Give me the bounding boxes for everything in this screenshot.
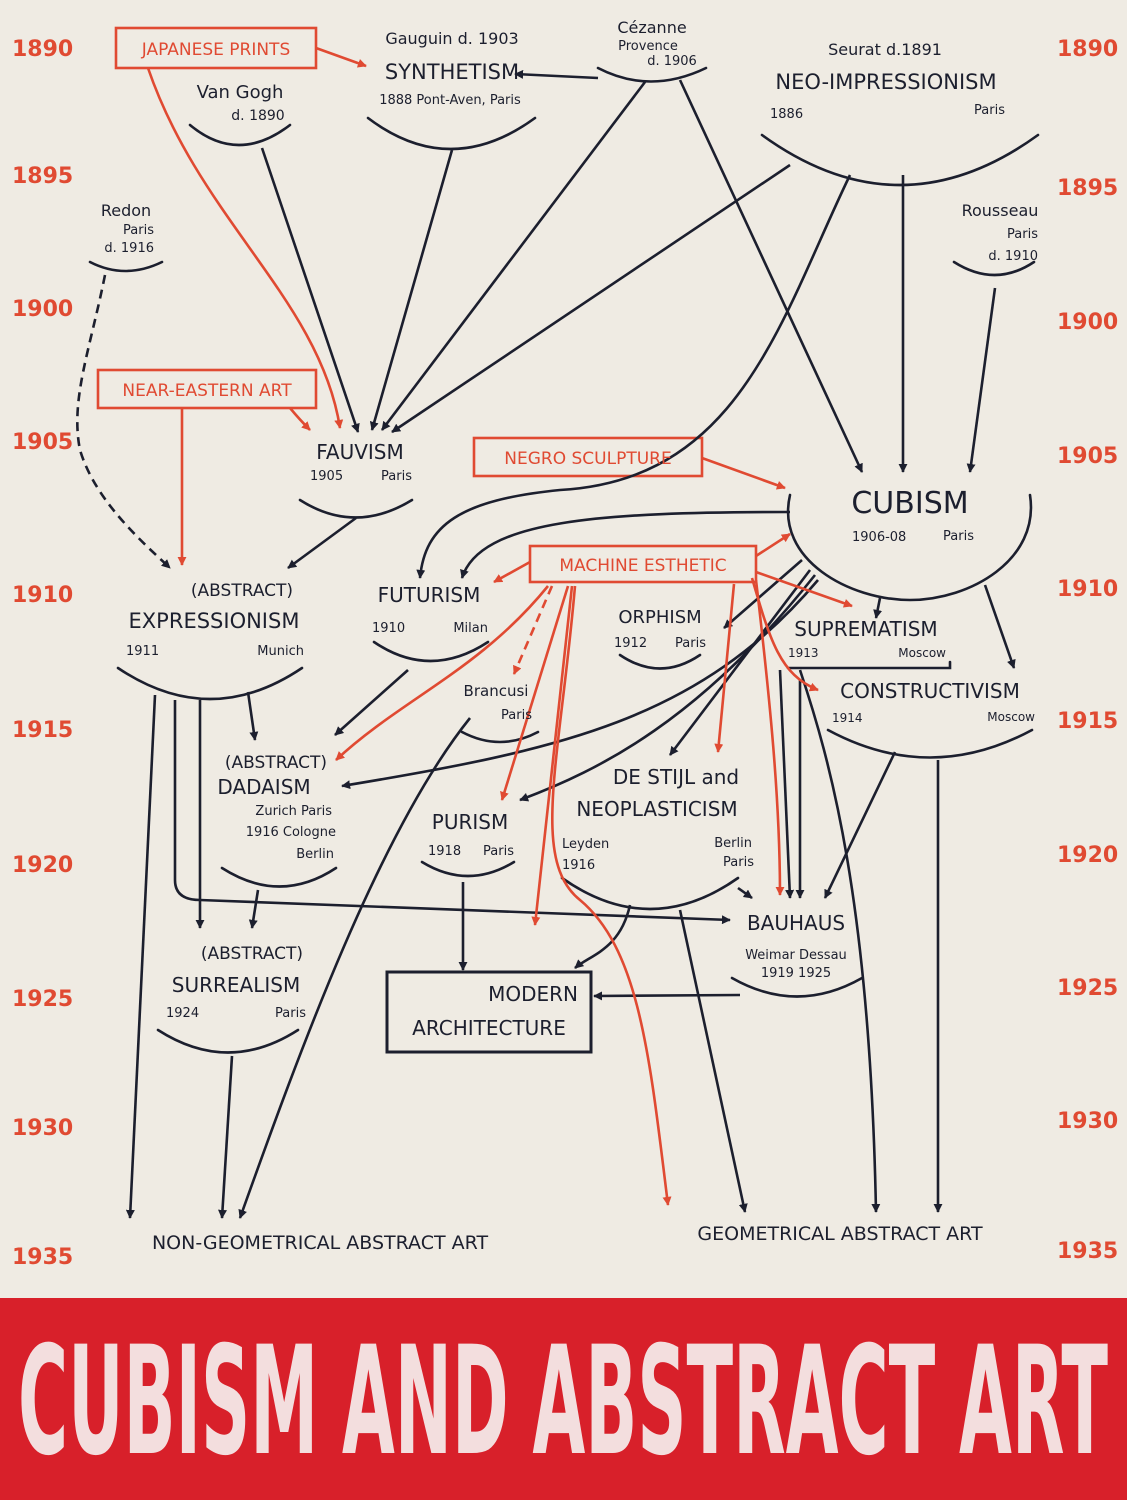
dadaism-prefix: (ABSTRACT) — [224, 753, 328, 773]
arrow-redon-expressionism — [77, 275, 170, 568]
brancusi-place: Paris — [501, 708, 532, 723]
de-stijl-title1: DE STIJL and — [612, 765, 740, 789]
expressionism-arc — [118, 668, 302, 699]
surrealism-title: SURREALISM — [171, 973, 301, 997]
redon-name: Redon — [100, 201, 152, 220]
dadaism-title: DADAISM — [217, 775, 311, 799]
year-right-1930: 1930 — [1057, 1109, 1119, 1134]
orphism-arc — [620, 655, 700, 669]
expressionism-year: 1911 — [126, 644, 160, 659]
van-gogh-date: d. 1890 — [231, 108, 285, 124]
dadaism-arc — [222, 868, 336, 887]
machine-esthetic-label: MACHINE ESTHETIC — [559, 556, 727, 576]
modern-architecture-line1: MODERN — [488, 982, 578, 1006]
constructivism-place: Moscow — [987, 710, 1035, 724]
arrow-machine-geo — [552, 586, 668, 1205]
year-right-1935: 1935 — [1057, 1239, 1119, 1264]
arrow-fauvism-expressionism — [288, 518, 356, 568]
dadaism-line3: Berlin — [296, 847, 334, 862]
surrealism-place: Paris — [275, 1006, 306, 1021]
arrow-destijl-bauhaus — [738, 888, 752, 898]
neo-impressionism-place: Paris — [974, 103, 1005, 118]
fauvism-arc — [300, 500, 412, 518]
arrow-neo-futurism — [420, 175, 850, 578]
gauguin-name: Gauguin d. 1903 — [385, 29, 519, 48]
arrow-destijl-geo — [680, 910, 745, 1212]
fauvism-title: FAUVISM — [316, 440, 404, 464]
brancusi-arc — [462, 732, 538, 742]
rousseau-place: Paris — [1007, 227, 1038, 242]
rousseau-date: d. 1910 — [988, 249, 1038, 264]
purism-place: Paris — [483, 844, 514, 859]
arrow-futurism-dadaism — [335, 670, 408, 735]
arrow-surrealism-nongeo — [222, 1056, 232, 1218]
cubism-title: CUBISM — [851, 486, 969, 521]
year-left-1890: 1890 — [12, 37, 74, 62]
arrow-constructivism-bauhaus — [825, 752, 895, 898]
expressionism-title: EXPRESSIONISM — [128, 609, 300, 633]
synthetism-title: SYNTHETISM — [384, 60, 520, 84]
non-geometrical-abstract-art: NON-GEOMETRICAL ABSTRACT ART — [151, 1232, 489, 1254]
near-eastern-art-label: NEAR-EASTERN ART — [122, 381, 292, 401]
redon-place: Paris — [123, 223, 154, 238]
cezanne-name: Cézanne — [617, 18, 687, 37]
cezanne-date: d. 1906 — [647, 54, 697, 69]
year-right-1895: 1895 — [1057, 176, 1119, 201]
brancusi-name: Brancusi — [463, 682, 529, 700]
cezanne-arc — [598, 68, 706, 82]
de-stijl-place1: Leyden — [562, 837, 610, 852]
neo-impressionism-year: 1886 — [770, 107, 804, 122]
arrow-synthetism-fauvism — [372, 150, 452, 430]
bauhaus-line2: 1919 1925 — [760, 966, 832, 981]
cubism-place: Paris — [943, 529, 974, 544]
constructivism-year: 1914 — [832, 711, 863, 725]
redon-arc — [90, 262, 162, 271]
modern-architecture-line2: ARCHITECTURE — [412, 1016, 566, 1040]
year-right-1905: 1905 — [1057, 444, 1119, 469]
suprematism-title: SUPREMATISM — [794, 617, 938, 641]
futurism-year: 1910 — [372, 621, 406, 636]
de-stijl-place3: Paris — [723, 855, 754, 870]
year-left-1935: 1935 — [12, 1245, 74, 1270]
purism-title: PURISM — [431, 810, 509, 834]
purism-arc — [422, 862, 514, 876]
arrow-dadaism-surrealism — [252, 890, 258, 928]
dadaism-line2: 1916 Cologne — [245, 825, 336, 840]
surrealism-prefix: (ABSTRACT) — [200, 944, 304, 964]
futurism-arc — [374, 642, 488, 661]
negro-sculpture-label: NEGRO SCULPTURE — [504, 449, 672, 469]
arrow-suprematism-geo — [800, 670, 876, 1212]
cubism-year: 1906-08 — [852, 530, 907, 545]
year-left-1925: 1925 — [12, 987, 74, 1012]
arrow-rousseau-cubism — [970, 288, 995, 472]
cezanne-place: Provence — [618, 39, 678, 54]
arrow-machine-dadaism — [336, 586, 548, 760]
year-right-1890: 1890 — [1057, 37, 1119, 62]
arrow-expr-dadaism — [248, 692, 255, 740]
constructivism-arc — [828, 730, 1032, 758]
futurism-title: FUTURISM — [377, 583, 481, 607]
de-stijl-year: 1916 — [562, 858, 596, 873]
year-left-1895: 1895 — [12, 164, 74, 189]
arrow-cezanne-synthetism — [515, 74, 598, 78]
geometrical-abstract-art: GEOMETRICAL ABSTRACT ART — [697, 1223, 983, 1245]
year-right-1915: 1915 — [1057, 709, 1119, 734]
arrow-cubism-suprematism — [876, 598, 880, 618]
synthetism-arc — [368, 118, 535, 149]
redon-date: d. 1916 — [104, 241, 154, 256]
neo-impressionism-title: NEO-IMPRESSIONISM — [775, 70, 997, 94]
year-right-1925: 1925 — [1057, 976, 1119, 1001]
year-left-1915: 1915 — [12, 718, 74, 743]
seurat-name: Seurat d.1891 — [828, 40, 942, 59]
bauhaus-title: BAUHAUS — [746, 911, 846, 935]
expressionism-prefix: (ABSTRACT) — [190, 581, 294, 601]
title-banner-text — [0, 1318, 1127, 1488]
year-left-1930: 1930 — [12, 1116, 74, 1141]
year-left-1920: 1920 — [12, 853, 74, 878]
arrow-machine-futurism — [494, 562, 530, 582]
arrow-cezanne-cubism — [680, 80, 862, 472]
bauhaus-line1: Weimar Dessau — [745, 948, 847, 963]
van-gogh-arc — [190, 125, 290, 145]
synthetism-sub: 1888 Pont-Aven, Paris — [379, 93, 521, 108]
surrealism-year: 1924 — [166, 1006, 200, 1021]
neo-impressionism-arc — [762, 135, 1038, 185]
arrow-cubism-destijl — [670, 570, 810, 755]
arrow-bauhaus-modern — [594, 995, 740, 996]
suprematism-year: 1913 — [788, 646, 819, 660]
van-gogh-name: Van Gogh — [196, 82, 284, 103]
expressionism-place: Munich — [257, 644, 304, 659]
suprematism-place: Moscow — [898, 646, 946, 660]
arrow-cubism-dadaism — [342, 580, 818, 786]
arrow-expr-nongeo — [130, 695, 155, 1218]
arrow-neo-fauvism — [392, 165, 790, 432]
fauvism-place: Paris — [381, 469, 412, 484]
constructivism-title: CONSTRUCTIVISM — [840, 679, 1020, 703]
rousseau-name: Rousseau — [961, 201, 1039, 220]
year-right-1900: 1900 — [1057, 310, 1119, 335]
arrow-near-eastern-fauvism — [290, 408, 310, 430]
futurism-place: Milan — [453, 621, 488, 636]
banner-title: CUBISM AND ABSTRACT ART — [18, 1318, 1108, 1488]
surrealism-arc — [158, 1030, 298, 1053]
dadaism-line1: Zurich Paris — [255, 804, 332, 819]
year-right-1910: 1910 — [1057, 577, 1119, 602]
fauvism-year: 1905 — [310, 469, 344, 484]
arrow-suprematism-bauhaus — [780, 670, 790, 898]
orphism-year: 1912 — [614, 636, 648, 651]
de-stijl-arc — [562, 878, 738, 909]
arrow-machine-brancusi — [514, 586, 552, 674]
orphism-title: ORPHISM — [618, 607, 702, 628]
orphism-place: Paris — [675, 636, 706, 651]
purism-year: 1918 — [428, 844, 462, 859]
arrow-cubism-constructivism — [985, 585, 1014, 668]
suprematism-arc — [788, 662, 950, 668]
de-stijl-title2: NEOPLASTICISM — [576, 797, 738, 821]
year-left-1910: 1910 — [12, 583, 74, 608]
arrow-japanese-synthetism — [316, 48, 366, 66]
year-left-1905: 1905 — [12, 430, 74, 455]
japanese-prints-label: JAPANESE PRINTS — [141, 40, 291, 60]
arrow-machine-cubism — [756, 534, 790, 556]
year-left-1900: 1900 — [12, 297, 74, 322]
year-right-1920: 1920 — [1057, 843, 1119, 868]
arrow-negro-cubism — [702, 458, 785, 488]
de-stijl-place2: Berlin — [714, 836, 752, 851]
